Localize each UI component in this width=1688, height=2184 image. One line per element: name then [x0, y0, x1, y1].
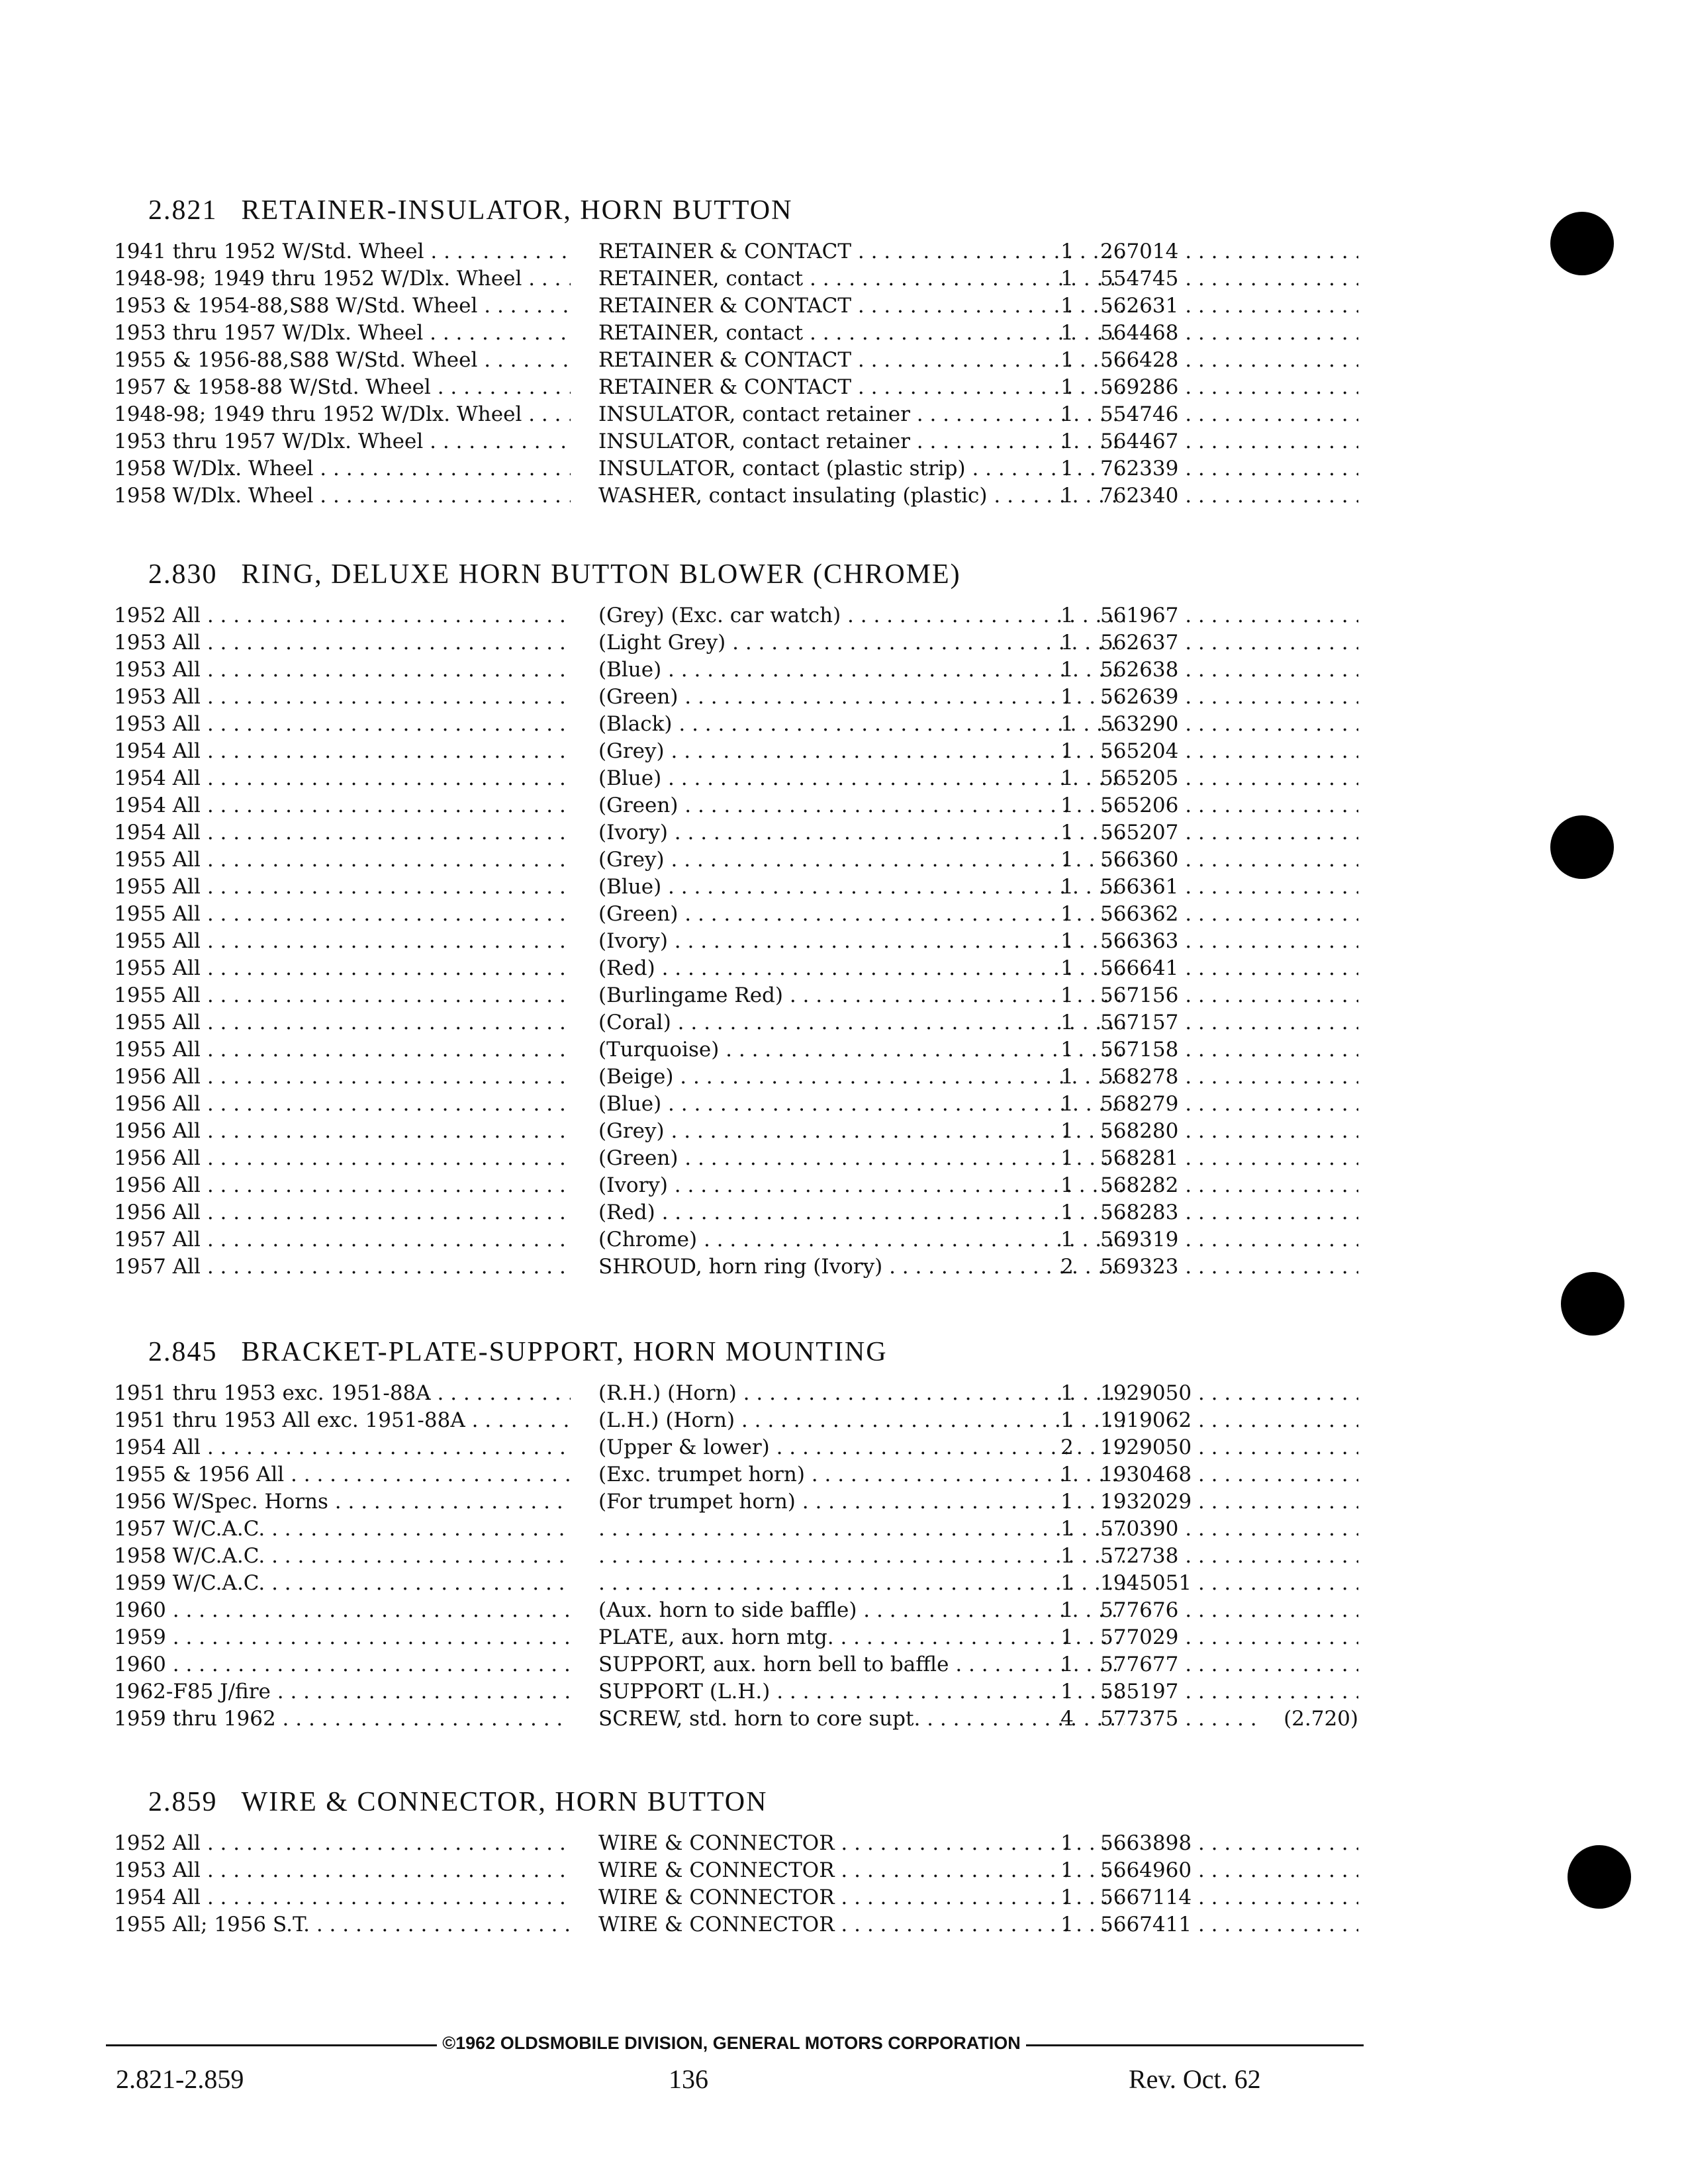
quantity: 1: [1060, 240, 1074, 263]
table-row: [114, 238, 1358, 265]
binder-hole-1: [1550, 212, 1614, 275]
part-description: SUPPORT (L.H.) . . .: [598, 1678, 1125, 1706]
table-row: [114, 874, 1358, 901]
part-description: WIRE & CONNECTOR . . .: [598, 1884, 1125, 1911]
part-number: 1945051 . . .: [1100, 1570, 1358, 1597]
quantity: 1: [1060, 794, 1074, 817]
part-description: (Burlingame Red) . . .: [598, 982, 1125, 1009]
part-description: (R.H.) (Horn) . . .: [598, 1380, 1125, 1407]
model-year: 1948-98; 1949 thru 1952 W/Dlx. Wheel . . .: [114, 401, 571, 428]
quantity: 1: [1060, 1146, 1074, 1170]
part-number: 566363 . . .: [1100, 928, 1358, 955]
table-row: [114, 1253, 1358, 1281]
part-number: 5667411 . . .: [1100, 1911, 1358, 1938]
model-year: 1951 thru 1953 All exc. 1951-88A . . .: [114, 1407, 571, 1434]
quantity: 1: [1060, 1653, 1074, 1676]
table-row: [114, 1091, 1358, 1118]
copyright-text: ©1962 OLDSMOBILE DIVISION, GENERAL MOTORS CORPORATION: [437, 2033, 1026, 2053]
model-year: 1956 All . . .: [114, 1118, 571, 1145]
part-number: 569319 . . .: [1100, 1226, 1358, 1253]
model-year: 1941 thru 1952 W/Std. Wheel . . .: [114, 238, 571, 265]
part-description: (For trumpet horn) . . .: [598, 1488, 1125, 1516]
part-description: (Black) . . .: [598, 711, 1125, 738]
cross-reference: (2.720): [1258, 1706, 1358, 1733]
table-row: [114, 1199, 1358, 1226]
part-number: 566362 . . .: [1100, 901, 1358, 928]
section-number: 2.845: [148, 1337, 218, 1367]
quantity: 2: [1060, 1435, 1074, 1459]
part-description: (Turquoise) . . .: [598, 1036, 1125, 1064]
table-row: [114, 1434, 1358, 1461]
part-description: (Red) . . .: [598, 1199, 1125, 1226]
part-number: 562638 . . .: [1100, 657, 1358, 684]
quantity: 1: [1060, 1119, 1074, 1143]
part-description: RETAINER & CONTACT . . .: [598, 238, 1125, 265]
quantity: 1: [1060, 604, 1074, 627]
section-title: WIRE & CONNECTOR, HORN BUTTON: [241, 1787, 768, 1817]
section-heading: [114, 1334, 1358, 1371]
part-description: (Green) . . .: [598, 792, 1125, 819]
part-number: 5663898 . . .: [1100, 1830, 1358, 1857]
part-number: 570390 . . .: [1100, 1516, 1358, 1543]
model-year: 1960 . . .: [114, 1651, 571, 1678]
table-row: [114, 428, 1358, 455]
part-number: 762339 . . .: [1100, 455, 1358, 482]
part-description: (Exc. trumpet horn) . . .: [598, 1461, 1125, 1488]
quantity: 1: [1060, 983, 1074, 1007]
part-number: 577375 . . .: [1100, 1706, 1358, 1733]
model-year: 1957 W/C.A.C. . . .: [114, 1516, 571, 1543]
table-row: [114, 711, 1358, 738]
quantity: 4: [1060, 1707, 1074, 1731]
table-row: [114, 1516, 1358, 1543]
section-range: 2.821-2.859: [116, 2064, 244, 2094]
table-row: [114, 1226, 1358, 1253]
part-description: [598, 1570, 1125, 1597]
table-row: [114, 928, 1358, 955]
table-row: [114, 657, 1358, 684]
part-description: (Aux. horn to side baffle) . . .: [598, 1597, 1125, 1624]
part-description: WIRE & CONNECTOR . . .: [598, 1857, 1125, 1884]
table-row: [114, 1884, 1358, 1911]
model-year: 1953 thru 1957 W/Dlx. Wheel . . .: [114, 428, 571, 455]
quantity: 1: [1060, 848, 1074, 872]
quantity: 1: [1060, 766, 1074, 790]
model-year: 1953 All . . .: [114, 657, 571, 684]
part-description: (Green) . . .: [598, 1145, 1125, 1172]
quantity: 1: [1060, 1065, 1074, 1089]
section-title: RETAINER-INSULATOR, HORN BUTTON: [241, 195, 793, 226]
part-description: (Ivory) . . .: [598, 819, 1125, 846]
part-description: (Red) . . .: [598, 955, 1125, 982]
section-2-830: [114, 556, 1358, 1281]
quantity: 1: [1060, 1571, 1074, 1595]
revision-date: Rev. Oct. 62: [1129, 2064, 1261, 2094]
quantity: 1: [1060, 1011, 1074, 1034]
table-row: [114, 738, 1358, 765]
table-row: [114, 320, 1358, 347]
table-row: [114, 602, 1358, 629]
model-year: 1957 All . . .: [114, 1253, 571, 1281]
table-row: [114, 819, 1358, 846]
model-year: 1958 W/Dlx. Wheel . . .: [114, 482, 571, 510]
part-description: RETAINER, contact . . .: [598, 265, 1125, 293]
quantity: 1: [1060, 1173, 1074, 1197]
part-description: RETAINER & CONTACT . . .: [598, 374, 1125, 401]
quantity: 1: [1060, 1463, 1074, 1486]
table-row: [114, 1830, 1358, 1857]
quantity: 1: [1060, 484, 1074, 508]
quantity: 1: [1060, 1858, 1074, 1882]
part-description: WIRE & CONNECTOR . . .: [598, 1830, 1125, 1857]
part-number: 561967 . . .: [1100, 602, 1358, 629]
model-year: 1957 & 1958-88 W/Std. Wheel . . .: [114, 374, 571, 401]
quantity: 1: [1060, 1680, 1074, 1704]
model-year: 1959 . . .: [114, 1624, 571, 1651]
part-number: 562631 . . .: [1100, 293, 1358, 320]
part-number: 762340 . . .: [1100, 482, 1358, 510]
table-row: [114, 1172, 1358, 1199]
part-number: 577029 . . .: [1100, 1624, 1358, 1651]
part-description: INSULATOR, contact retainer . . .: [598, 428, 1125, 455]
part-number: 565206 . . .: [1100, 792, 1358, 819]
part-description: SHROUD, horn ring (Ivory) . . .: [598, 1253, 1125, 1281]
model-year: 1953 & 1954-88,S88 W/Std. Wheel . . .: [114, 293, 571, 320]
quantity: 1: [1060, 1517, 1074, 1541]
part-number: 565207 . . .: [1100, 819, 1358, 846]
table-row: [114, 374, 1358, 401]
section-heading: [114, 1784, 1358, 1821]
part-description: SCREW, std. horn to core supt. . . .: [598, 1706, 1125, 1733]
part-number: 562637 . . .: [1100, 629, 1358, 657]
quantity: 1: [1060, 348, 1074, 372]
model-year: 1956 All . . .: [114, 1199, 571, 1226]
quantity: 1: [1060, 1201, 1074, 1224]
quantity: 1: [1060, 631, 1074, 655]
table-row: [114, 293, 1358, 320]
quantity: 2: [1060, 1255, 1074, 1279]
quantity: 1: [1060, 902, 1074, 926]
copyright-line: [0, 2033, 1463, 2054]
part-number: 267014 . . .: [1100, 238, 1358, 265]
part-number: 562639 . . .: [1100, 684, 1358, 711]
part-number: 564468 . . .: [1100, 320, 1358, 347]
table-row: [114, 1488, 1358, 1516]
part-description: (Beige) . . .: [598, 1064, 1125, 1091]
table-row: [114, 401, 1358, 428]
model-year: 1956 All . . .: [114, 1172, 571, 1199]
part-description: PLATE, aux. horn mtg. . . .: [598, 1624, 1125, 1651]
part-description: (Grey) . . .: [598, 738, 1125, 765]
table-row: [114, 1036, 1358, 1064]
model-year: 1957 All . . .: [114, 1226, 571, 1253]
model-year: 1955 All . . .: [114, 1009, 571, 1036]
quantity: 1: [1060, 685, 1074, 709]
part-description: INSULATOR, contact (plastic strip) . . .: [598, 455, 1125, 482]
model-year: 1954 All . . .: [114, 819, 571, 846]
quantity: 1: [1060, 658, 1074, 682]
part-number: 566641 . . .: [1100, 955, 1358, 982]
section-number: 2.821: [148, 195, 218, 226]
model-year: 1948-98; 1949 thru 1952 W/Dlx. Wheel . . .: [114, 265, 571, 293]
model-year: 1958 W/Dlx. Wheel . . .: [114, 455, 571, 482]
section-2-821: [114, 192, 1358, 510]
section-2-845: [114, 1334, 1358, 1733]
part-description: (Grey) (Exc. car watch) . . .: [598, 602, 1125, 629]
part-number: 568282 . . .: [1100, 1172, 1358, 1199]
model-year: 1962-F85 J/fire . . .: [114, 1678, 571, 1706]
table-row: [114, 1651, 1358, 1678]
model-year: 1953 All . . .: [114, 711, 571, 738]
part-number: 1932029 . . .: [1100, 1488, 1358, 1516]
model-year: 1955 All . . .: [114, 874, 571, 901]
model-year: 1955 All . . .: [114, 846, 571, 874]
model-year: 1960 . . .: [114, 1597, 571, 1624]
binder-hole-4: [1568, 1845, 1631, 1909]
table-row: [114, 1145, 1358, 1172]
part-description: (Grey) . . .: [598, 1118, 1125, 1145]
model-year: 1955 All . . .: [114, 901, 571, 928]
quantity: 1: [1060, 1625, 1074, 1649]
quantity: 1: [1060, 1092, 1074, 1116]
part-description: (Coral) . . .: [598, 1009, 1125, 1036]
part-number: 568280 . . .: [1100, 1118, 1358, 1145]
table-row: [114, 1009, 1358, 1036]
table-row: [114, 792, 1358, 819]
quantity: 1: [1060, 1408, 1074, 1432]
part-description: RETAINER, contact . . .: [598, 320, 1125, 347]
part-number: 5664960 . . .: [1100, 1857, 1358, 1884]
quantity: 1: [1060, 402, 1074, 426]
part-description: RETAINER & CONTACT . . .: [598, 293, 1125, 320]
part-number: 1929050 . . .: [1100, 1434, 1358, 1461]
table-row: [114, 1118, 1358, 1145]
quantity: 1: [1060, 1038, 1074, 1062]
model-year: 1953 All . . .: [114, 629, 571, 657]
part-number: 554745 . . .: [1100, 265, 1358, 293]
table-row: [114, 1624, 1358, 1651]
part-description: (Ivory) . . .: [598, 928, 1125, 955]
model-year: 1954 All . . .: [114, 738, 571, 765]
part-description: (Grey) . . .: [598, 846, 1125, 874]
quantity: 1: [1060, 430, 1074, 453]
model-year: 1956 All . . .: [114, 1145, 571, 1172]
model-year: 1955 All . . .: [114, 982, 571, 1009]
table-row: [114, 629, 1358, 657]
part-description: (Ivory) . . .: [598, 1172, 1125, 1199]
section-title: BRACKET-PLATE-SUPPORT, HORN MOUNTING: [241, 1337, 888, 1367]
model-year: 1951 thru 1953 exc. 1951-88A . . .: [114, 1380, 571, 1407]
part-number: 577676 . . .: [1100, 1597, 1358, 1624]
table-row: [114, 765, 1358, 792]
model-year: 1956 W/Spec. Horns . . .: [114, 1488, 571, 1516]
part-number: 566428 . . .: [1100, 347, 1358, 374]
part-number: 566360 . . .: [1100, 846, 1358, 874]
model-year: 1954 All . . .: [114, 792, 571, 819]
quantity: 1: [1060, 712, 1074, 736]
part-description: (Chrome) . . .: [598, 1226, 1125, 1253]
model-year: 1959 thru 1962 . . .: [114, 1706, 571, 1733]
part-number: 1929050 . . .: [1100, 1380, 1358, 1407]
model-year: 1952 All . . .: [114, 1830, 571, 1857]
part-number: 568279 . . .: [1100, 1091, 1358, 1118]
page-number: 136: [669, 2064, 708, 2094]
model-year: 1958 W/C.A.C. . . .: [114, 1543, 571, 1570]
part-description: (Blue) . . .: [598, 874, 1125, 901]
model-year: 1959 W/C.A.C. . . .: [114, 1570, 571, 1597]
quantity: 1: [1060, 1886, 1074, 1909]
table-row: [114, 1380, 1358, 1407]
table-row: [114, 455, 1358, 482]
section-number: 2.830: [148, 559, 218, 590]
part-number: 1930468 . . .: [1100, 1461, 1358, 1488]
table-row: [114, 482, 1358, 510]
part-number: 565204 . . .: [1100, 738, 1358, 765]
part-number: 572738 . . .: [1100, 1543, 1358, 1570]
part-number: 564467 . . .: [1100, 428, 1358, 455]
part-number: 565205 . . .: [1100, 765, 1358, 792]
binder-hole-3: [1561, 1272, 1624, 1336]
part-number: 567158 . . .: [1100, 1036, 1358, 1064]
quantity: 1: [1060, 1490, 1074, 1514]
part-description: WASHER, contact insulating (plastic) . . .: [598, 482, 1125, 510]
table-row: [114, 982, 1358, 1009]
model-year: 1954 All . . .: [114, 1434, 571, 1461]
model-year: 1956 All . . .: [114, 1091, 571, 1118]
part-number: 569286 . . .: [1100, 374, 1358, 401]
section-heading: [114, 192, 1358, 229]
model-year: 1955 All . . .: [114, 928, 571, 955]
part-description: (Upper & lower) . . .: [598, 1434, 1125, 1461]
model-year: 1955 All . . .: [114, 955, 571, 982]
table-row: [114, 347, 1358, 374]
table-row: [114, 1911, 1358, 1938]
section-number: 2.859: [148, 1787, 218, 1817]
table-row: [114, 901, 1358, 928]
part-description: INSULATOR, contact retainer . . .: [598, 401, 1125, 428]
part-number: 1919062 . . .: [1100, 1407, 1358, 1434]
quantity: 1: [1060, 1544, 1074, 1568]
quantity: 1: [1060, 956, 1074, 980]
quantity: 1: [1060, 294, 1074, 318]
model-year: 1955 All; 1956 S.T. . . .: [114, 1911, 571, 1938]
binder-hole-2: [1550, 815, 1614, 879]
quantity: 1: [1060, 821, 1074, 844]
part-description: RETAINER & CONTACT . . .: [598, 347, 1125, 374]
quantity: 1: [1060, 1598, 1074, 1622]
quantity: 1: [1060, 929, 1074, 953]
part-number: 566361 . . .: [1100, 874, 1358, 901]
part-description: (L.H.) (Horn) . . .: [598, 1407, 1125, 1434]
table-row: [114, 1706, 1358, 1733]
table-row: [114, 846, 1358, 874]
model-year: 1953 All . . .: [114, 1857, 571, 1884]
part-description: (Green) . . .: [598, 901, 1125, 928]
table-row: [114, 1407, 1358, 1434]
model-year: 1952 All . . .: [114, 602, 571, 629]
section-2-859: [114, 1784, 1358, 1938]
table-row: [114, 1064, 1358, 1091]
model-year: 1955 & 1956-88,S88 W/Std. Wheel . . .: [114, 347, 571, 374]
model-year: 1953 All . . .: [114, 684, 571, 711]
part-number: 568283 . . .: [1100, 1199, 1358, 1226]
part-description: (Blue) . . .: [598, 765, 1125, 792]
table-row: [114, 1570, 1358, 1597]
table-row: [114, 1857, 1358, 1884]
part-number: 567156 . . .: [1100, 982, 1358, 1009]
part-number: 568281 . . .: [1100, 1145, 1358, 1172]
part-number: 585197 . . .: [1100, 1678, 1358, 1706]
quantity: 1: [1060, 457, 1074, 480]
table-row: [114, 684, 1358, 711]
table-row: [114, 1597, 1358, 1624]
table-row: [114, 265, 1358, 293]
model-year: 1955 & 1956 All . . .: [114, 1461, 571, 1488]
part-number: 567157 . . .: [1100, 1009, 1358, 1036]
quantity: 1: [1060, 1913, 1074, 1936]
part-number: 577677 . . .: [1100, 1651, 1358, 1678]
table-row: [114, 1678, 1358, 1706]
section-title: RING, DELUXE HORN BUTTON BLOWER (CHROME): [241, 559, 961, 590]
part-number: 568278 . . .: [1100, 1064, 1358, 1091]
quantity: 1: [1060, 1228, 1074, 1251]
quantity: 1: [1060, 1831, 1074, 1855]
quantity: 1: [1060, 739, 1074, 763]
model-year: 1956 All . . .: [114, 1064, 571, 1091]
part-description: [598, 1543, 1125, 1570]
part-number: 569323 . . .: [1100, 1253, 1358, 1281]
quantity: 1: [1060, 321, 1074, 345]
model-year: 1955 All . . .: [114, 1036, 571, 1064]
part-description: (Blue) . . .: [598, 657, 1125, 684]
part-description: (Blue) . . .: [598, 1091, 1125, 1118]
quantity: 1: [1060, 375, 1074, 399]
part-description: (Light Grey) . . .: [598, 629, 1125, 657]
part-description: WIRE & CONNECTOR . . .: [598, 1911, 1125, 1938]
table-row: [114, 955, 1358, 982]
quantity: 1: [1060, 875, 1074, 899]
quantity: 1: [1060, 267, 1074, 291]
model-year: 1954 All . . .: [114, 765, 571, 792]
quantity: 1: [1060, 1381, 1074, 1405]
part-description: [598, 1516, 1125, 1543]
part-number: 554746 . . .: [1100, 401, 1358, 428]
table-row: [114, 1461, 1358, 1488]
part-description: (Green) . . .: [598, 684, 1125, 711]
model-year: 1953 thru 1957 W/Dlx. Wheel . . .: [114, 320, 571, 347]
part-number: 5667114 . . .: [1100, 1884, 1358, 1911]
part-number: 563290 . . .: [1100, 711, 1358, 738]
model-year: 1954 All . . .: [114, 1884, 571, 1911]
section-heading: [114, 556, 1358, 593]
part-description: SUPPORT, aux. horn bell to baffle . . .: [598, 1651, 1125, 1678]
table-row: [114, 1543, 1358, 1570]
